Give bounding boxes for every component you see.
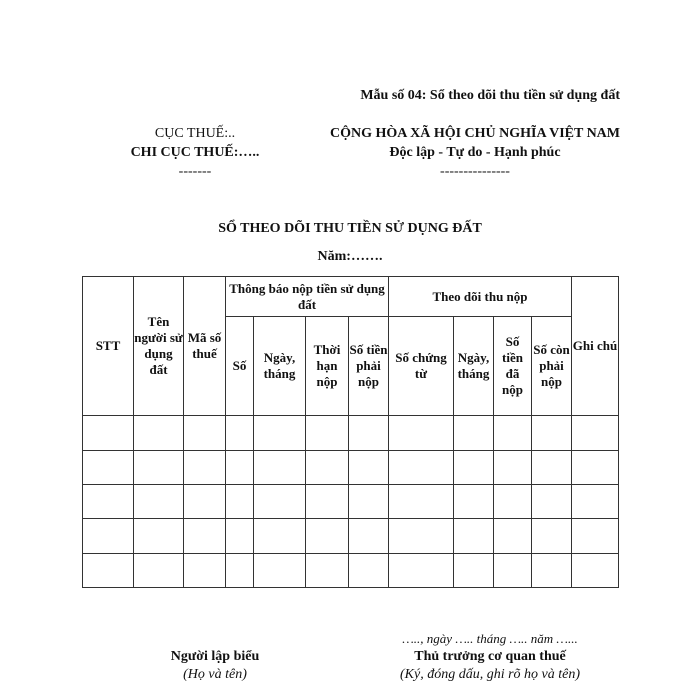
table-cell [349,484,389,518]
table-cell [454,484,494,518]
table-cell [83,553,134,587]
table-cell [532,519,572,553]
header-voucher-number: Số chứng từ [389,317,454,416]
table-cell [454,553,494,587]
table-cell [389,519,454,553]
table-cell [226,553,254,587]
table-cell [184,450,226,484]
table-cell [306,450,349,484]
header-payer-name: Tên người sử dụng đất [134,277,184,416]
table-cell [226,519,254,553]
table-row [83,484,619,518]
table-row [83,519,619,553]
table-cell [226,416,254,450]
agency-block [90,124,300,181]
table-cell [532,416,572,450]
table-cell [532,450,572,484]
header-notice-deadline: Thời hạn nộp [306,317,349,416]
table-cell [389,416,454,450]
header-notice-date: Ngày, tháng [254,317,306,416]
table-cell [134,484,184,518]
header-notice-number: Số [226,317,254,416]
table-cell [226,450,254,484]
head-note: (Ký, đóng dấu, ghi rõ họ và tên) [399,667,581,682]
table-cell [254,450,306,484]
table-cell [134,519,184,553]
preparer-signature-block [120,648,310,684]
table-cell [532,553,572,587]
header-note: Ghi chú [572,277,619,416]
table-row [83,553,619,587]
nation-line-1: CỘNG HÒA XÃ HỘI CHỦ NGHĨA VIỆT NAM [329,126,620,141]
table-cell [572,519,619,553]
table-cell [572,484,619,518]
table-cell [349,450,389,484]
table-cell [83,484,134,518]
header-stt: STT [83,277,134,416]
table-cell [389,484,454,518]
table-cell [184,553,226,587]
agency-line-1: CỤC THUẾ:.. [154,126,236,141]
table-cell [83,450,134,484]
header-amount-due: Số tiền phải nộp [349,317,389,416]
table-cell [184,416,226,450]
table-cell [572,553,619,587]
head-title: Thủ trưởng cơ quan thuế [414,649,566,664]
table-cell [254,416,306,450]
head-signature-block [360,648,620,684]
table-cell [349,553,389,587]
table-cell [306,416,349,450]
table-cell [454,416,494,450]
preparer-title: Người lập biểu [170,649,260,664]
table-cell [572,450,619,484]
table-cell [83,519,134,553]
table-cell [306,519,349,553]
table-cell [226,484,254,518]
agency-divider: ------- [178,164,212,179]
table-cell [494,450,532,484]
header-amount-paid: Số tiền đã nộp [494,317,532,416]
header-notice-group: Thông báo nộp tiền sử dụng đất [226,277,389,317]
document-title: SỔ THEO DÕI THU TIỀN SỬ DỤNG ĐẤT [218,221,482,236]
table-cell [494,416,532,450]
table-cell [254,484,306,518]
table-cell [254,519,306,553]
table-cell [494,519,532,553]
table-cell [254,553,306,587]
table-cell [532,484,572,518]
table-cell [184,484,226,518]
nation-divider: --------------- [440,164,510,179]
header-amount-remaining: Số còn phải nộp [532,317,572,416]
table-cell [83,416,134,450]
table-cell [389,450,454,484]
table-cell [572,416,619,450]
year-line: Năm:……. [317,249,383,264]
header-tracking-group: Theo dõi thu nộp [389,277,572,317]
table-cell [306,553,349,587]
table-cell [134,553,184,587]
agency-line-2: CHI CỤC THUẾ:….. [130,145,260,160]
nation-line-2: Độc lập - Tự do - Hạnh phúc [389,145,561,160]
table-cell [389,553,454,587]
header-paid-date: Ngày, tháng [454,317,494,416]
ledger-table [82,276,619,588]
table-cell [349,416,389,450]
preparer-note: (Họ và tên) [183,667,247,682]
table-cell [306,484,349,518]
table-cell [134,450,184,484]
table-cell [134,416,184,450]
table-cell [494,484,532,518]
nation-block [290,124,660,181]
table-row [83,416,619,450]
table-cell [454,450,494,484]
header-tax-code: Mã số thuế [184,277,226,416]
table-cell [494,553,532,587]
table-cell [184,519,226,553]
date-line: ….., ngày ….. tháng ….. năm …... [402,631,578,646]
form-code: Mẫu số 04: Sổ theo dõi thu tiền sử dụng đất [360,88,620,103]
table-cell [454,519,494,553]
table-cell [349,519,389,553]
table-row [83,450,619,484]
